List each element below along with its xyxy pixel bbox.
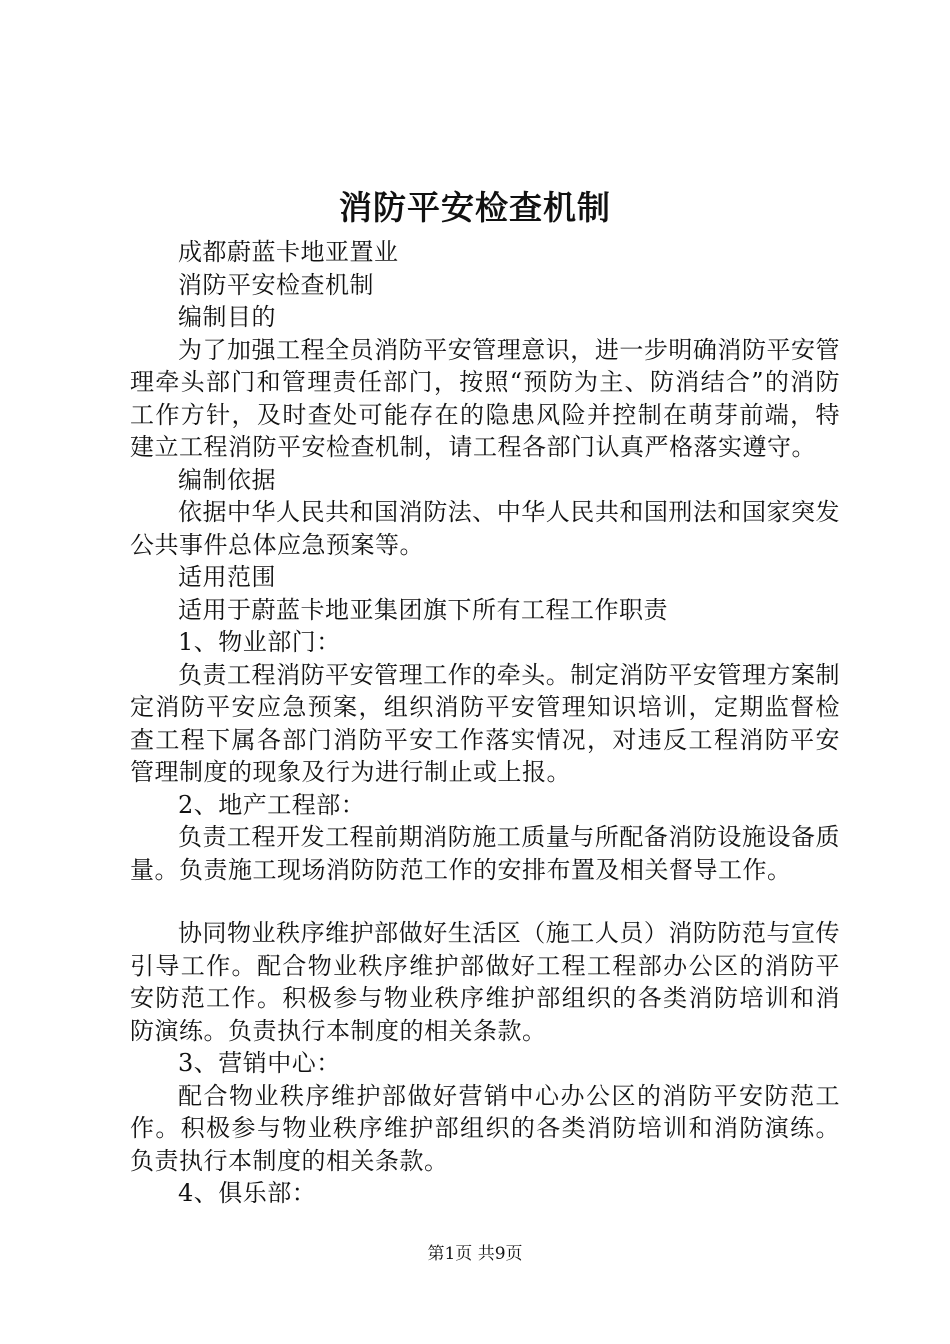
section-heading-purpose: 编制目的 bbox=[178, 303, 276, 331]
paragraph-engineering-cooperation: 协同物业秩序维护部做好生活区（施工人员）消防防范与宣传引导工作。配合物业秩序维护部做好工程工程部办公区的消防平安防范工作。积极参与物业秩序维护部组织的各类消防培训和消防演练。负责执行本制度的相关条款。 bbox=[130, 919, 840, 1045]
paragraph-engineering: 负责工程开发工程前期消防施工质量与所配备消防设施设备质量。负责施工现场消防防范工作的安排布置及相关督导工作。 bbox=[130, 823, 840, 884]
item-heading-property: 1、物业部门： bbox=[178, 628, 341, 656]
item-heading-marketing: 3、营销中心： bbox=[178, 1049, 341, 1077]
paragraph-basis: 依据中华人民共和国消防法、中华人民共和国刑法和国家突发公共事件总体应急预案等。 bbox=[130, 498, 840, 559]
blank-line bbox=[130, 886, 840, 917]
section-heading-scope: 适用范围 bbox=[178, 563, 276, 591]
document-body bbox=[130, 236, 840, 1210]
page-number: 第1页 共9页 bbox=[427, 1244, 523, 1264]
paragraph-purpose: 为了加强工程全员消防平安管理意识，进一步明确消防平安管理牵头部门和管理责任部门，按照“预防为主、防消结合”的消防工作方针，及时查处可能存在的隐患风险并控制在萌芽前端，特建立工程消防平安检查机制，请工程各部门认真严格落实遵守。 bbox=[130, 335, 840, 461]
document-title: 消防平安检查机制 bbox=[339, 188, 611, 227]
company-name: 成都蔚蓝卡地亚置业 bbox=[178, 238, 399, 266]
paragraph-marketing: 配合物业秩序维护部做好营销中心办公区的消防平安防范工作。积极参与物业秩序维护部组织的各类消防培训和消防演练。负责执行本制度的相关条款。 bbox=[130, 1081, 840, 1175]
subtitle: 消防平安检查机制 bbox=[178, 270, 374, 299]
item-heading-engineering: 2、地产工程部： bbox=[178, 790, 366, 819]
item-heading-club: 4、俱乐部： bbox=[178, 1179, 317, 1207]
paragraph-property: 负责工程消防平安管理工作的牵头。制定消防平安管理方案制定消防平安应急预案，组织消防平安管理知识培训，定期监督检查工程下属各部门消防平安工作落实情况，对违反工程消防平安管理制度的现象及行为进行制止或上报。 bbox=[130, 660, 840, 786]
paragraph-scope: 适用于蔚蓝卡地亚集团旗下所有工程工作职责 bbox=[178, 595, 668, 624]
section-heading-basis: 编制依据 bbox=[178, 465, 276, 494]
